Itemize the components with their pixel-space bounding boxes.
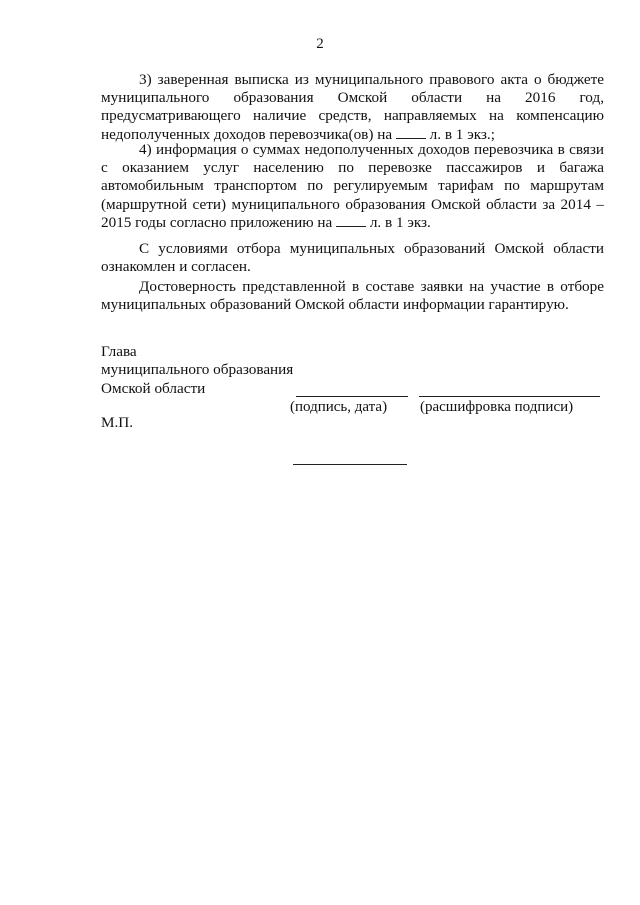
signature-decode-line	[419, 396, 600, 397]
stamp-placeholder: М.П.	[101, 414, 134, 431]
item-4-suffix: л. в 1 экз.	[369, 213, 431, 231]
signature-line	[296, 396, 408, 397]
item-3-suffix: л. в 1 экз.;	[429, 125, 495, 143]
item-4-text: 4) информация о суммах недополученных доходов перевозчика в связи с оказанием услуг населению по перевозке пассажиров и багажа автомобильным транспортом по регулируемым тарифам по маршрутам (маршрутной сети) муниципального образования Омской области за 2014 – 2015 годы согласно приложению на	[101, 141, 604, 231]
guarantee-statement: Достоверность представленной в составе заявки на участие в отборе муниципальных образований Омской области информации гарантирую.	[101, 278, 604, 314]
document-item-3	[101, 71, 604, 144]
decode-caption: (расшифровка подписи)	[420, 399, 574, 415]
page-number: 2	[316, 36, 324, 52]
document-item-4	[101, 141, 604, 232]
signatory-title-line-1: Глава	[101, 343, 137, 360]
item-3-text: 3) заверенная выписка из муниципального правового акта о бюджете муниципального образования Омской области на 2016 год, предусматривающего наличие средств, направляемых на компенсацию недополученных доходов перевозчика(ов) на	[101, 71, 604, 143]
consent-statement: С условиями отбора муниципальных образований Омской области ознакомлен и согласен.	[101, 240, 604, 276]
signature-caption: (подпись, дата)	[290, 399, 388, 415]
signatory-title-line-3: Омской области	[101, 379, 206, 397]
signatory-title-line-2: муниципального образования	[101, 361, 294, 379]
signatory-title	[101, 343, 293, 398]
page-count-blank-2	[336, 214, 366, 227]
page-count-blank-1	[396, 126, 426, 139]
end-divider	[293, 464, 407, 465]
